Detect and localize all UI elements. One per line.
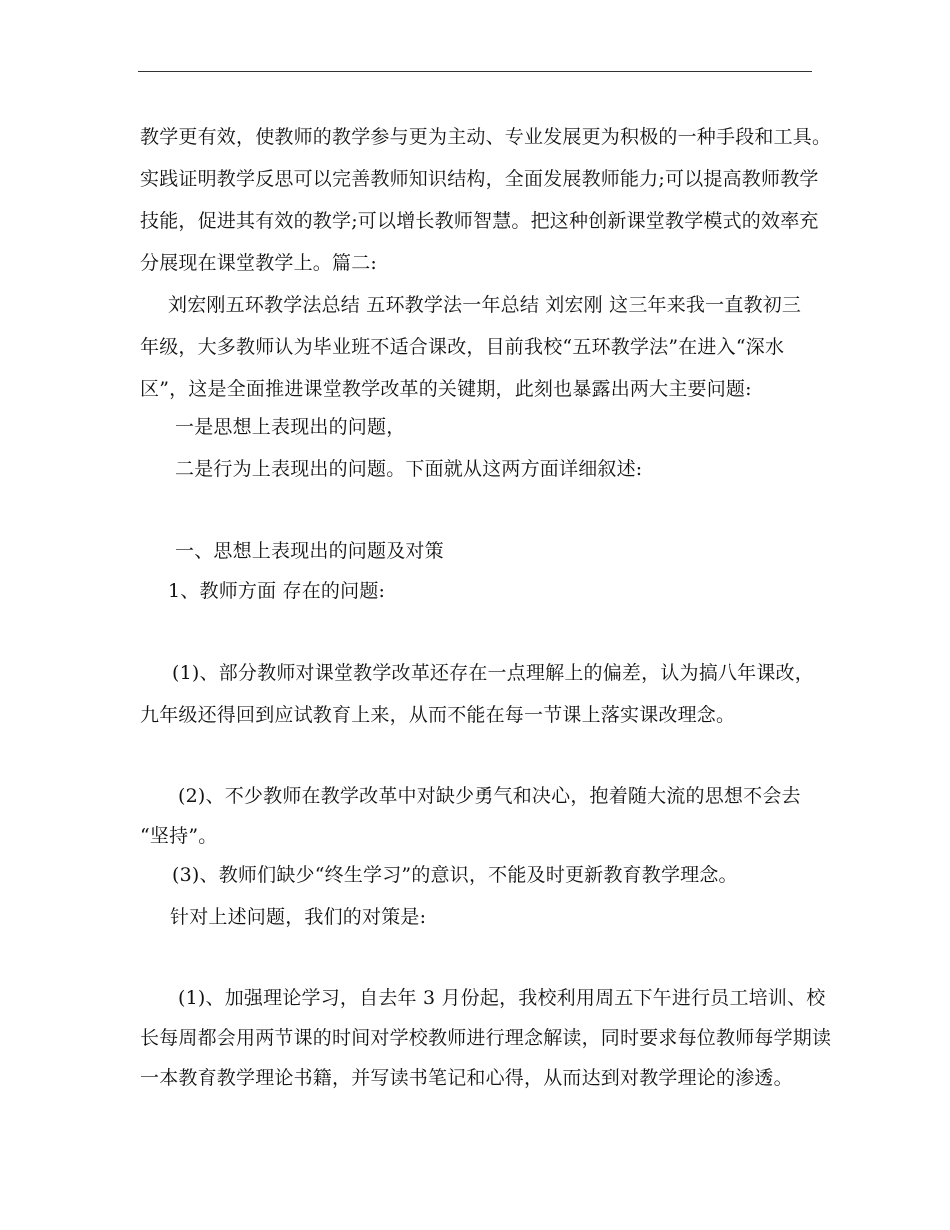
text-line: 二是行为上表现出的问题。下面就从这两方面详细叙述:	[175, 458, 643, 480]
text-line: 长每周都会用两节课的时间对学校教师进行理念解读，同时要求每位教师每学期读	[140, 1027, 832, 1049]
text-line: “坚持”。	[140, 825, 218, 847]
text-line: 年级，大多教师认为毕业班不适合课改，目前我校“五环教学法”在进入“深水	[140, 336, 785, 358]
text-line: 区”，这是全面推进课堂教学改革的关键期，此刻也暴露出两大主要问题:	[140, 378, 752, 400]
text-line: 实践证明教学反思可以完善教师知识结构，全面发展教师能力;可以提高教师教学	[140, 168, 819, 190]
text-line: (3)、教师们缺少“终生学习”的意识，不能及时更新教育教学理念。	[172, 864, 738, 886]
text-line: 一本教育教学理论书籍，并写读书笔记和心得，从而达到对教学理论的渗透。	[140, 1067, 793, 1089]
text-line: 教学更有效，使教师的教学参与更为主动、专业发展更为积极的一种手段和工具。	[140, 126, 832, 148]
text-line: 分展现在课堂教学上。篇二:	[140, 252, 378, 274]
section-heading: 一、思想上表现出的问题及对策	[175, 540, 444, 562]
text-line: (1)、加强理论学习，自去年 3 月份起，我校利用周五下午进行员工培训、校	[178, 987, 826, 1009]
text-line: 刘宏刚五环教学法总结 五环教学法一年总结 刘宏刚 这三年来我一直教初三	[168, 294, 802, 316]
text-line: (1)、部分教师对课堂教学改革还存在一点理解上的偏差，认为搞八年课改，	[172, 662, 814, 684]
header-rule	[138, 71, 812, 72]
text-line: (2)、不少教师在教学改革中对缺少勇气和决心，抱着随大流的思想不会去	[178, 785, 801, 807]
text-line: 九年级还得回到应试教育上来，从而不能在每一节课上落实课改理念。	[140, 704, 736, 726]
text-line: 技能，促进其有效的教学;可以增长教师智慧。把这种创新课堂教学模式的效率充	[140, 210, 819, 232]
text-line: 一是思想上表现出的问题，	[175, 416, 406, 438]
subsection-heading: 1、教师方面 存在的问题:	[168, 580, 386, 602]
text-line: 针对上述问题，我们的对策是:	[170, 906, 427, 928]
